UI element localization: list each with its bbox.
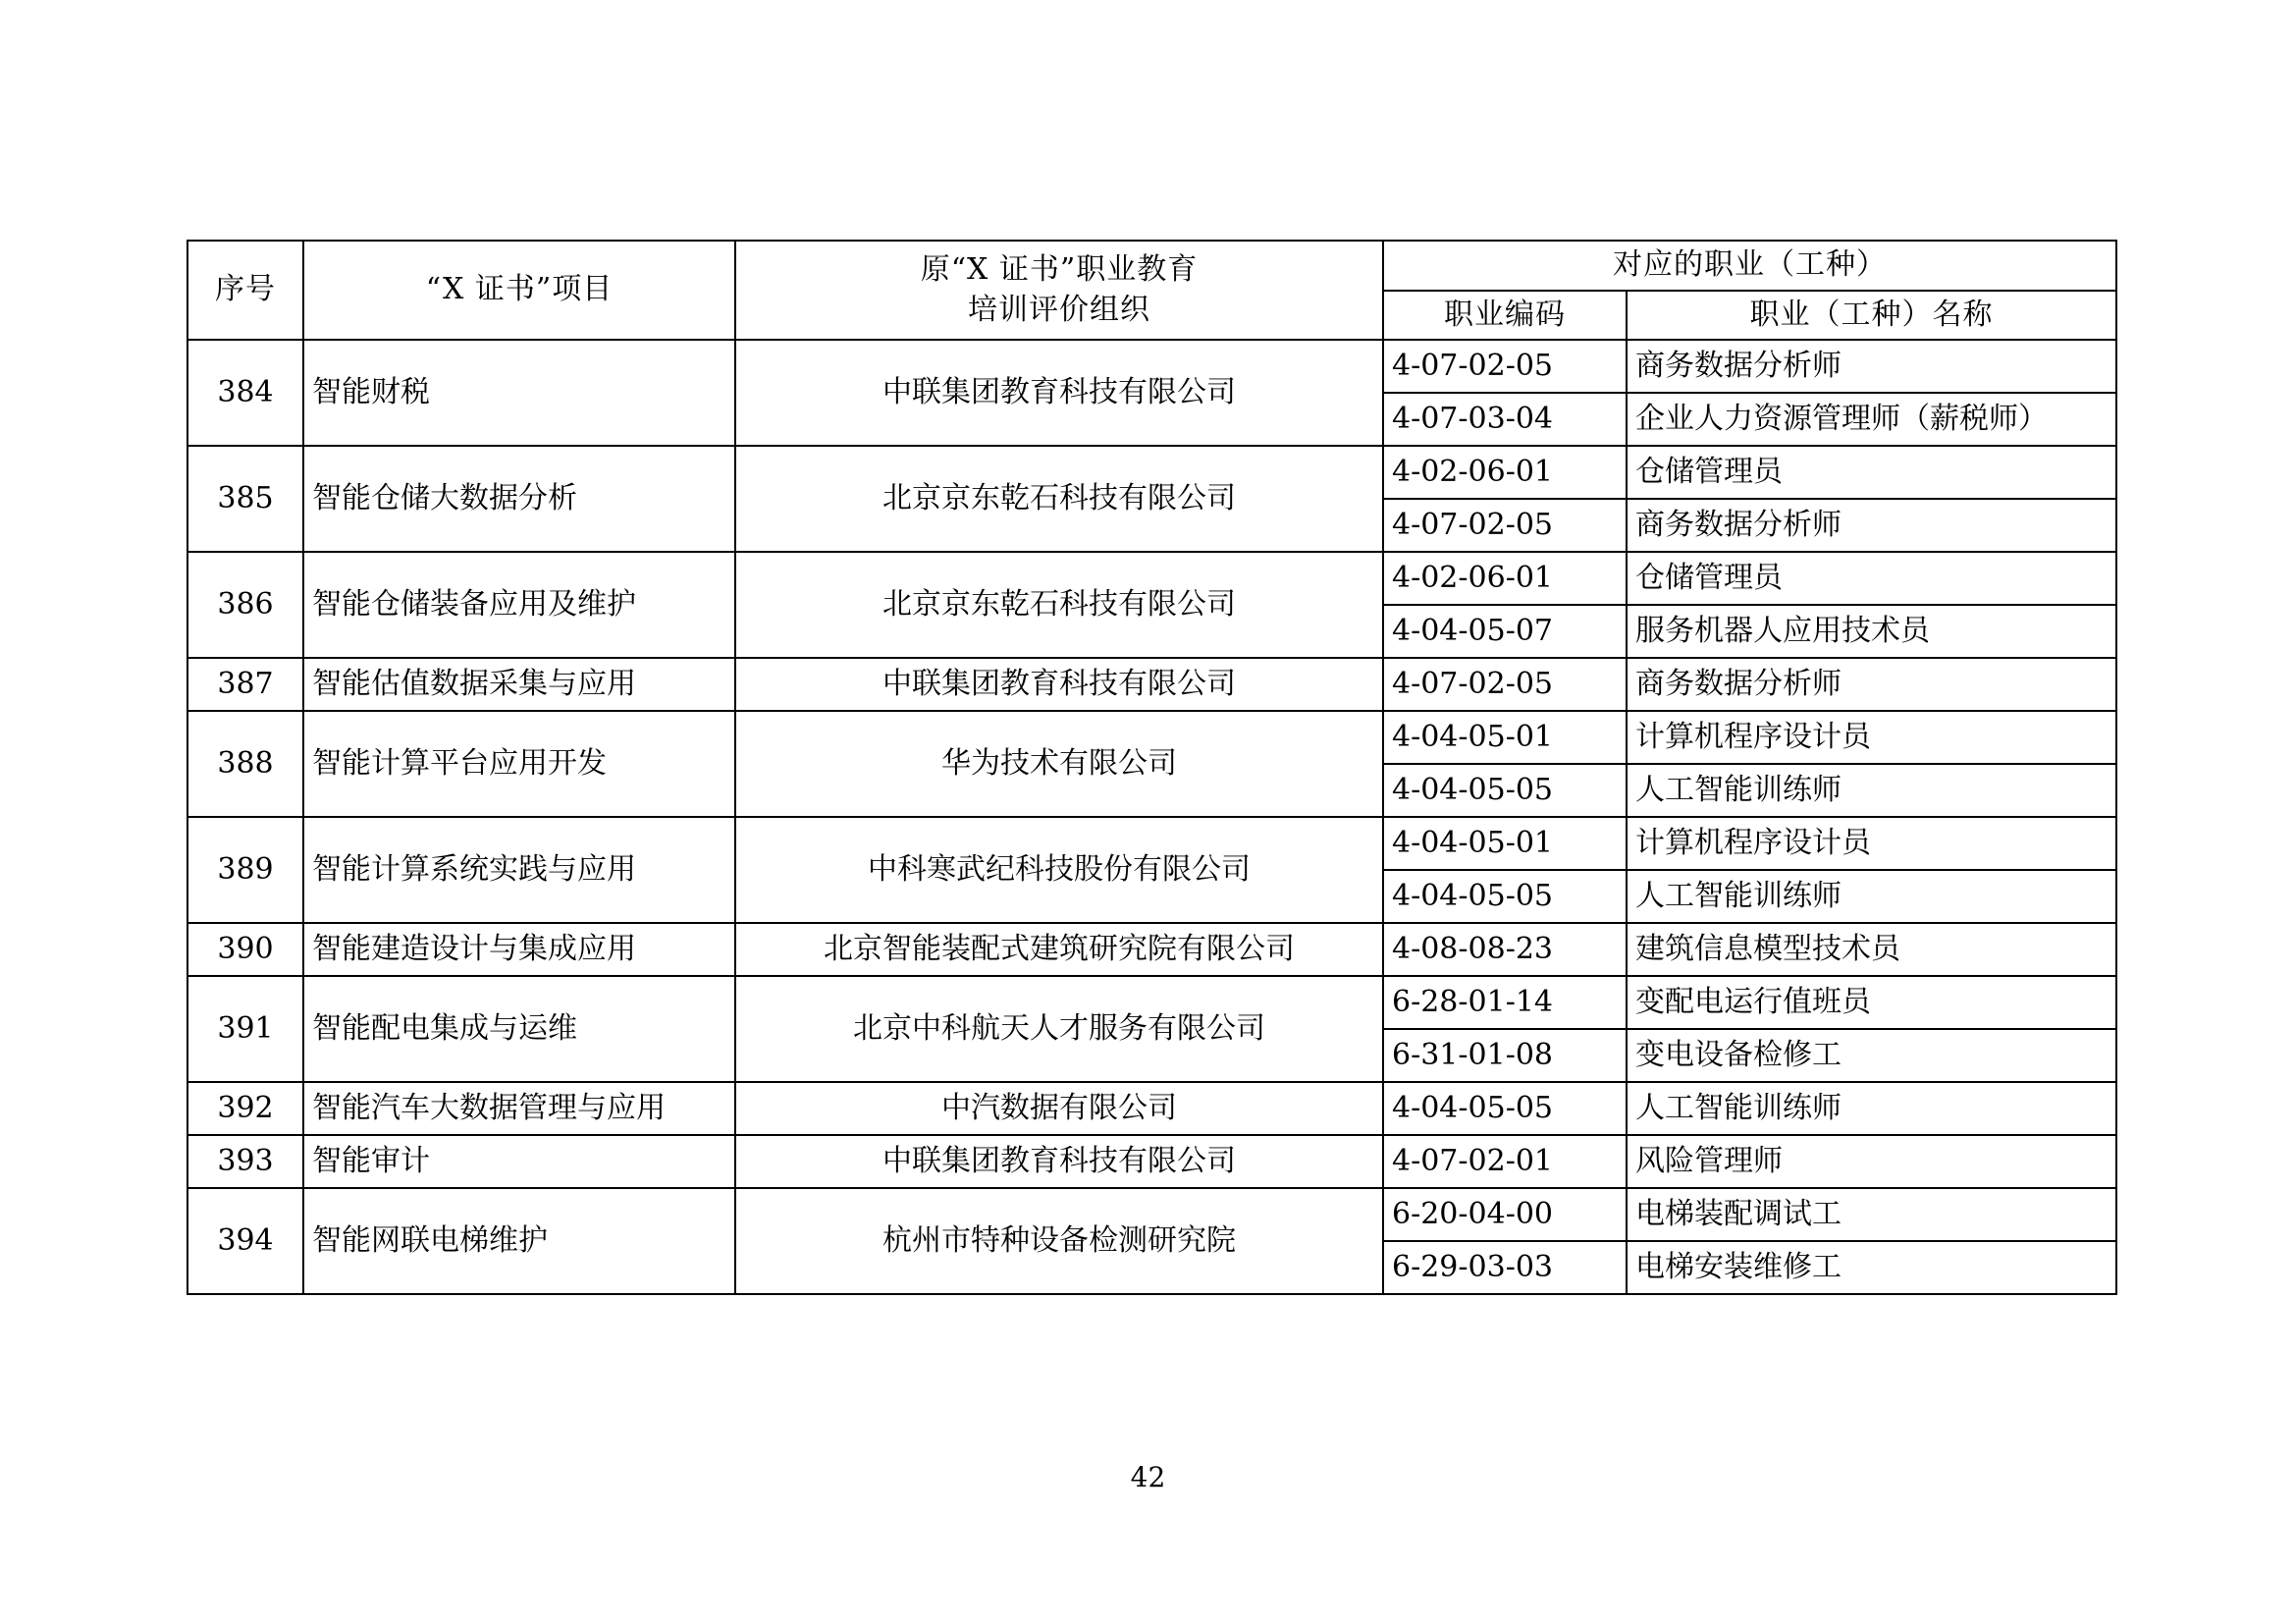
table-row [187,1082,2116,1135]
cell-occupation-name: 商务数据分析师 [1627,340,2116,393]
cell-sequence-number: 392 [187,1082,303,1135]
cell-occupation-name: 人工智能训练师 [1627,1082,2116,1135]
cell-organization-name: 北京京东乾石科技有限公司 [735,552,1383,658]
cell-occupation-code: 4-07-02-05 [1383,499,1627,552]
cell-organization-name: 中联集团教育科技有限公司 [735,1135,1383,1188]
cell-organization-name: 北京智能装配式建筑研究院有限公司 [735,923,1383,976]
table-row [187,976,2116,1029]
cell-occupation-code: 4-04-05-05 [1383,870,1627,923]
cell-organization-name: 中科寒武纪科技股份有限公司 [735,817,1383,923]
cell-occupation-code: 4-08-08-23 [1383,923,1627,976]
cell-sequence-number: 391 [187,976,303,1082]
cell-occupation-name: 人工智能训练师 [1627,870,2116,923]
cell-occupation-name: 商务数据分析师 [1627,499,2116,552]
cell-occupation-code: 4-07-02-05 [1383,658,1627,711]
cell-occupation-name: 人工智能训练师 [1627,764,2116,817]
cell-sequence-number: 384 [187,340,303,446]
cell-occupation-name: 商务数据分析师 [1627,658,2116,711]
cell-occupation-name: 风险管理师 [1627,1135,2116,1188]
cell-sequence-number: 388 [187,711,303,817]
cell-project-name: 智能计算平台应用开发 [303,711,735,817]
column-header-project: “X 证书”项目 [303,241,735,340]
cell-occupation-code: 4-04-05-01 [1383,711,1627,764]
table-row [187,446,2116,499]
cell-occupation-name: 仓储管理员 [1627,552,2116,605]
cell-occupation-code: 6-20-04-00 [1383,1188,1627,1241]
cell-organization-name: 中汽数据有限公司 [735,1082,1383,1135]
page-number: 42 [1130,1461,1166,1493]
cell-occupation-name: 计算机程序设计员 [1627,711,2116,764]
cell-occupation-code: 4-04-05-01 [1383,817,1627,870]
cell-sequence-number: 385 [187,446,303,552]
cell-project-name: 智能仓储大数据分析 [303,446,735,552]
cell-project-name: 智能审计 [303,1135,735,1188]
cell-occupation-name: 建筑信息模型技术员 [1627,923,2116,976]
cell-occupation-code: 6-28-01-14 [1383,976,1627,1029]
certificate-table-container [187,240,2115,1295]
table-row [187,658,2116,711]
cell-organization-name: 华为技术有限公司 [735,711,1383,817]
column-header-organization-line2: 培训评价组织 [968,292,1150,327]
cell-occupation-code: 4-02-06-01 [1383,552,1627,605]
cell-project-name: 智能财税 [303,340,735,446]
cell-organization-name: 中联集团教育科技有限公司 [735,658,1383,711]
table-header-row-1 [187,241,2116,291]
cell-occupation-name: 电梯装配调试工 [1627,1188,2116,1241]
cell-occupation-code: 4-07-02-05 [1383,340,1627,393]
cell-occupation-code: 4-07-03-04 [1383,393,1627,446]
cell-occupation-name: 服务机器人应用技术员 [1627,605,2116,658]
table-row [187,923,2116,976]
cell-occupation-code: 4-04-05-05 [1383,764,1627,817]
table-body [187,340,2116,1294]
cell-occupation-code: 4-02-06-01 [1383,446,1627,499]
cell-project-name: 智能配电集成与运维 [303,976,735,1082]
column-header-seq: 序号 [187,241,303,340]
table-row [187,1188,2116,1241]
cell-sequence-number: 390 [187,923,303,976]
cell-occupation-name: 电梯安装维修工 [1627,1241,2116,1294]
cell-occupation-code: 4-07-02-01 [1383,1135,1627,1188]
cell-project-name: 智能估值数据采集与应用 [303,658,735,711]
cell-occupation-code: 6-31-01-08 [1383,1029,1627,1082]
column-header-occupation-code: 职业编码 [1383,291,1627,341]
cell-occupation-code: 6-29-03-03 [1383,1241,1627,1294]
table-row [187,340,2116,393]
cell-sequence-number: 389 [187,817,303,923]
cell-sequence-number: 394 [187,1188,303,1294]
cell-sequence-number: 386 [187,552,303,658]
cell-project-name: 智能汽车大数据管理与应用 [303,1082,735,1135]
cell-occupation-name: 计算机程序设计员 [1627,817,2116,870]
cell-occupation-code: 4-04-05-07 [1383,605,1627,658]
table-row [187,817,2116,870]
cell-organization-name: 中联集团教育科技有限公司 [735,340,1383,446]
cell-project-name: 智能计算系统实践与应用 [303,817,735,923]
cell-organization-name: 北京中科航天人才服务有限公司 [735,976,1383,1082]
cell-occupation-name: 企业人力资源管理师（薪税师） [1627,393,2116,446]
cell-project-name: 智能网联电梯维护 [303,1188,735,1294]
table-row [187,552,2116,605]
cell-organization-name: 杭州市特种设备检测研究院 [735,1188,1383,1294]
column-header-occupation-group: 对应的职业（工种） [1383,241,2116,291]
column-header-occupation-name: 职业（工种）名称 [1627,291,2116,341]
cell-project-name: 智能仓储装备应用及维护 [303,552,735,658]
cell-occupation-code: 4-04-05-05 [1383,1082,1627,1135]
cell-sequence-number: 393 [187,1135,303,1188]
table-header [187,241,2116,340]
certificate-table [187,240,2117,1295]
table-row [187,711,2116,764]
cell-occupation-name: 变电设备检修工 [1627,1029,2116,1082]
cell-sequence-number: 387 [187,658,303,711]
cell-organization-name: 北京京东乾石科技有限公司 [735,446,1383,552]
cell-occupation-name: 变配电运行值班员 [1627,976,2116,1029]
column-header-organization-line1: 原“X 证书”职业教育 [920,252,1199,287]
cell-project-name: 智能建造设计与集成应用 [303,923,735,976]
cell-occupation-name: 仓储管理员 [1627,446,2116,499]
column-header-organization [735,241,1383,340]
table-row [187,1135,2116,1188]
